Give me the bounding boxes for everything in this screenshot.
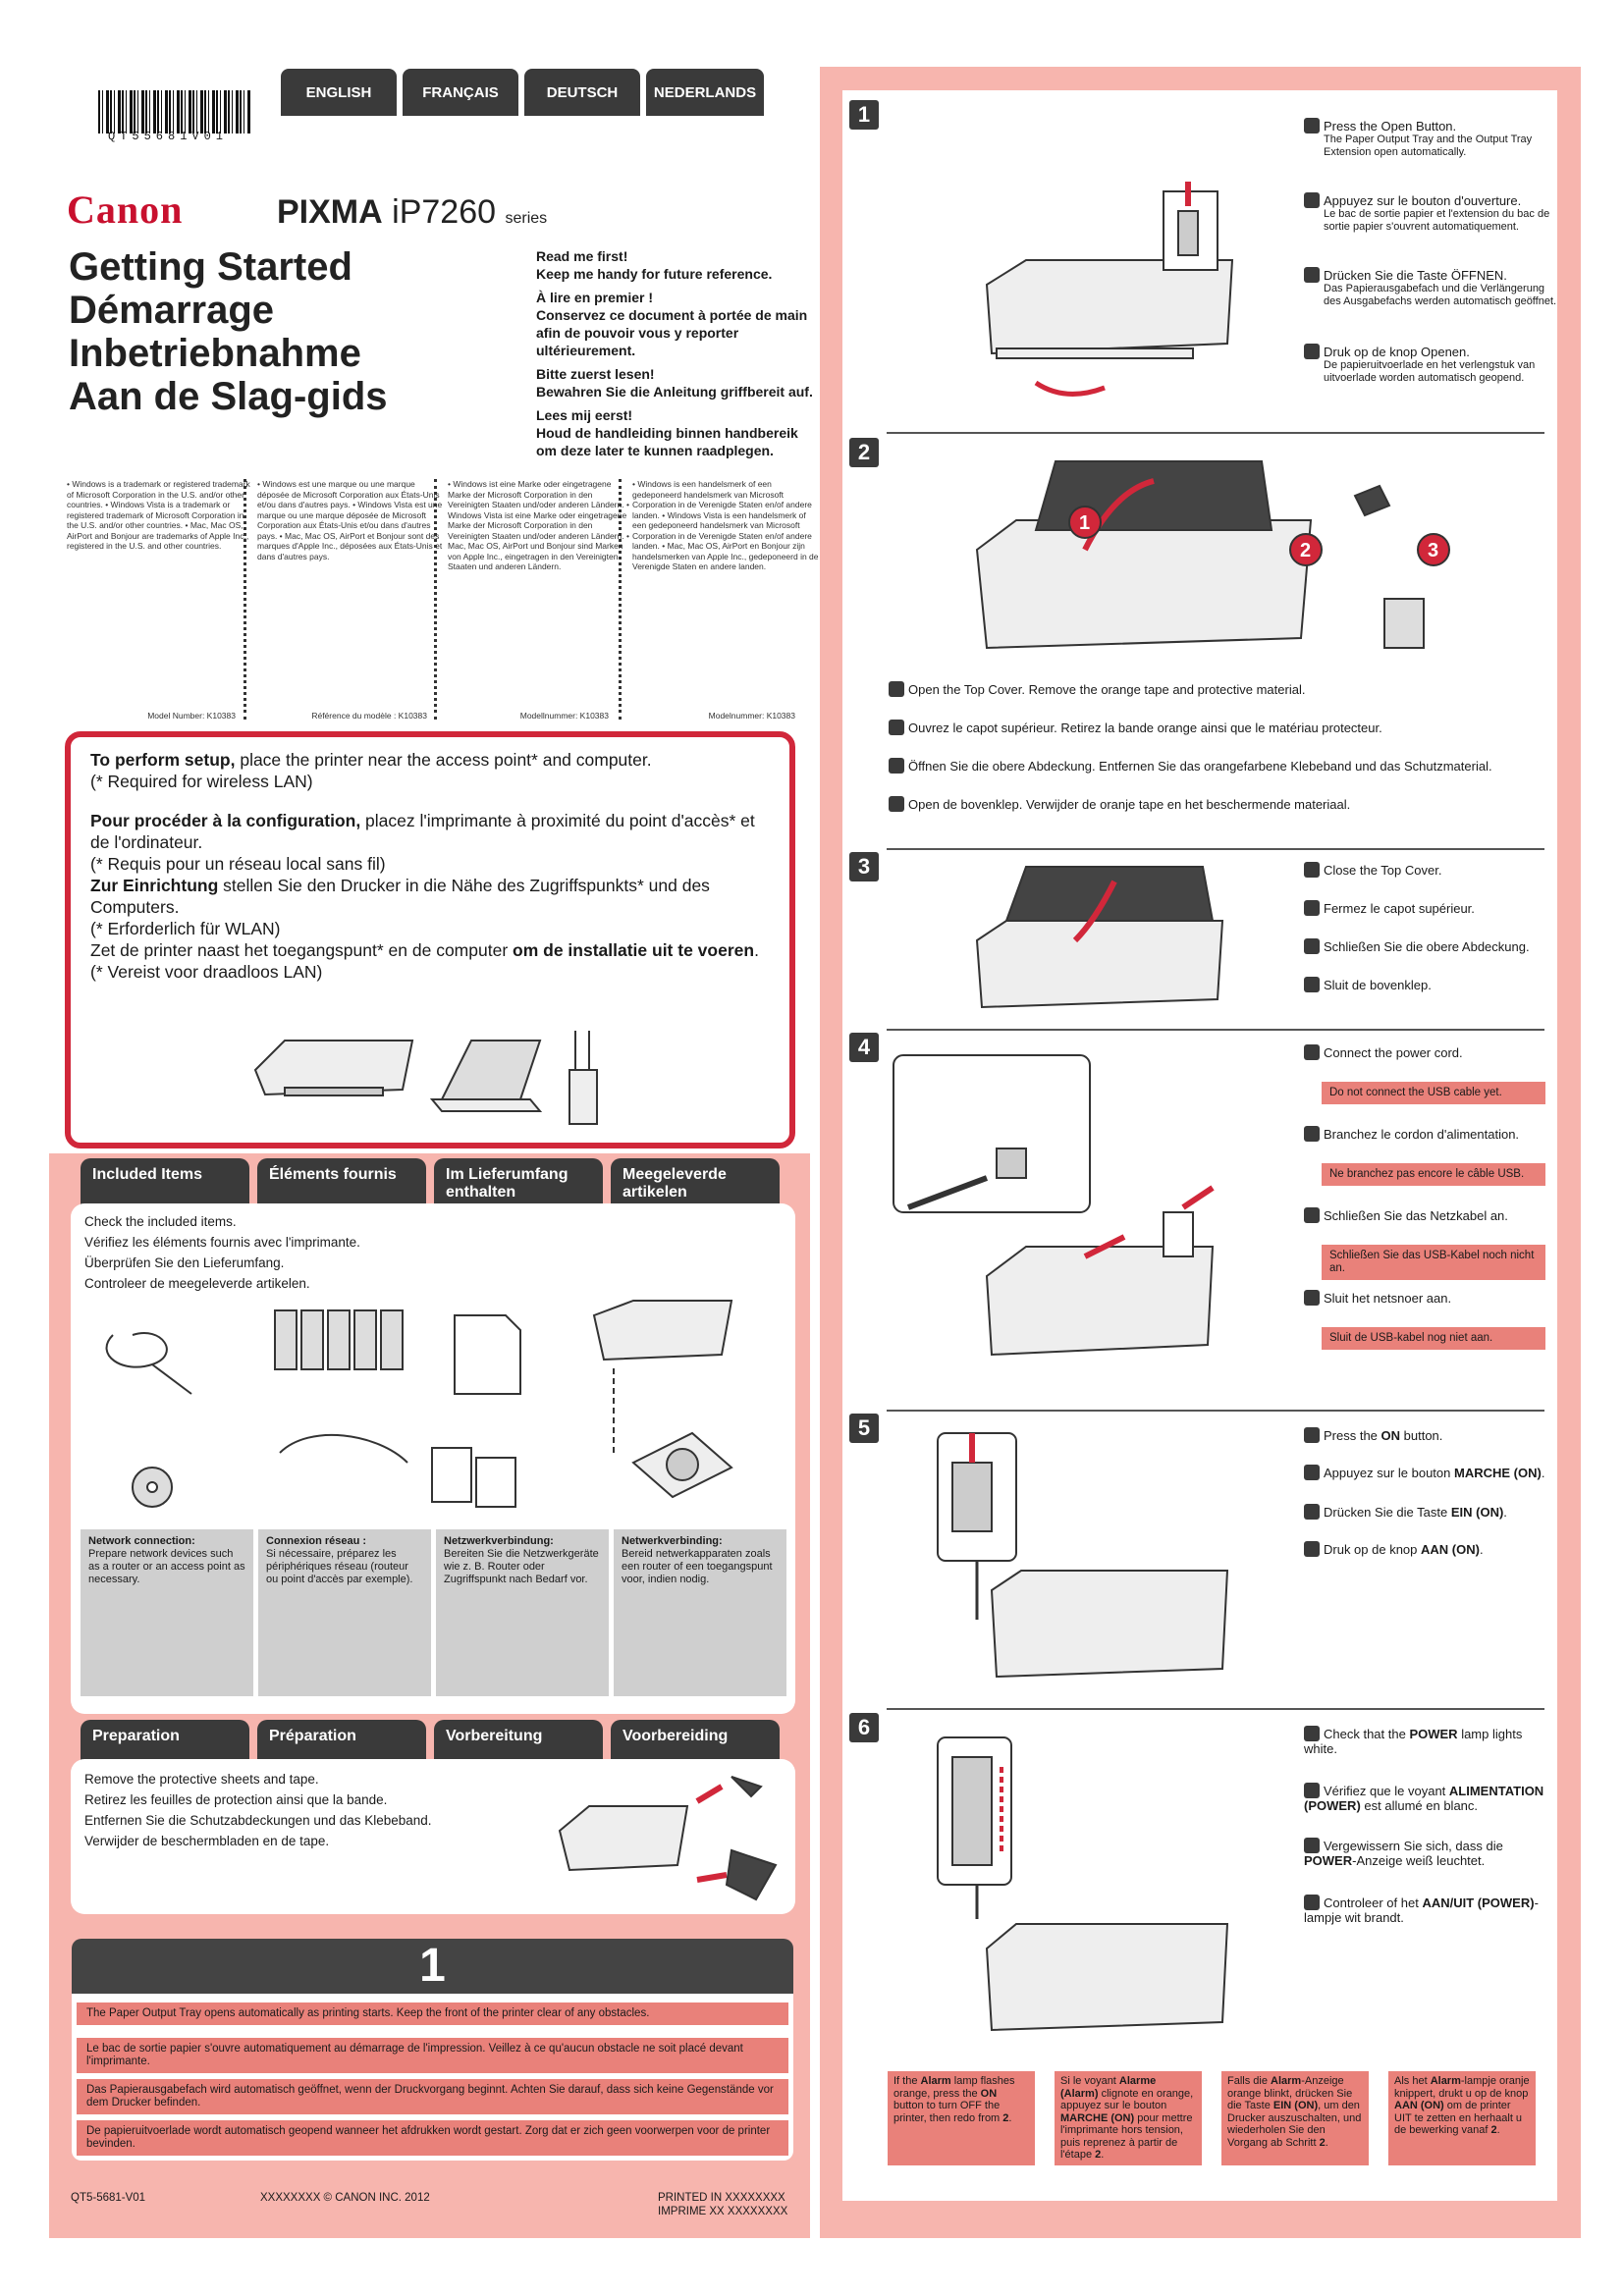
divider	[619, 479, 622, 720]
step-3-inst-en: Close the Top Cover.	[1304, 862, 1441, 878]
tab-lieferumfang: Im Lieferumfang enthalten	[434, 1158, 603, 1205]
step-number-3: 3	[849, 852, 879, 881]
barcode	[98, 90, 250, 133]
page-titles	[69, 245, 388, 418]
step-2-illustration	[967, 452, 1478, 667]
preparation-tabs	[81, 1720, 780, 1761]
step-note-en: The Paper Output Tray opens automatically as printing starts. Keep the front of the printer clear of any obstacles.	[77, 2002, 788, 2025]
tab-english[interactable]: ENGLISH	[281, 69, 397, 116]
step-3-inst-fr: Fermez le capot supérieur.	[1304, 900, 1475, 916]
model-number-de: Modellnummer: K10383	[519, 711, 609, 721]
step-note-fr: Le bac de sortie papier s'ouvre automatiquement au démarrage de l'impression. Veillez à ce qu'aucun obstacle ne soit placé devant l'imprimante.	[77, 2038, 788, 2073]
step-2-inst-nl: Open de bovenklep. Verwijder de oranje tape en het beschermende materiaal.	[889, 796, 1350, 812]
divider	[887, 432, 1544, 434]
tab-included-items: Included Items	[81, 1158, 249, 1205]
network-note-nl: Netwerkverbinding: Bereid netwerkapparaten zoals een router of een toegangspunt voor, indien nodig.	[614, 1529, 786, 1696]
title-fr: Démarrage	[69, 289, 275, 332]
step-4-illustration	[889, 1050, 1272, 1394]
step-1-header: 1	[72, 1939, 793, 1994]
step-note-nl: De papieruitvoerlade wordt automatisch geopend wanneer het afdrukken wordt gestart. Zorg dat er zich geen voorwerpen voor de printer bevinden.	[77, 2120, 788, 2156]
step-1-inst-de: Drücken Sie die Taste ÖFFNEN. Das Papierausgabefach und die Verlängerung des Ausgabefachs werden automatisch geöffnet.	[1304, 267, 1559, 307]
divider	[244, 479, 246, 720]
step-1-inst-nl: Druk op de knop Openen. De papieruitvoerlade en het verlengstuk van uitvoerlade worden automatisch geopend.	[1304, 344, 1559, 384]
tab-vorbereitung: Vorbereitung	[434, 1720, 603, 1761]
callout-2: 2	[1300, 540, 1312, 561]
step-4-inst-de: Schließen Sie das Netzkabel an.	[1304, 1207, 1508, 1223]
step-number-1: 1	[849, 100, 879, 130]
preparation-text: Remove the protective sheets and tape. Retirez les feuilles de protection ainsi que la bande. Entfernen Sie die Schutzabdeckungen und das Klebeband. Verwijder de beschermbladen en de tape.	[84, 1772, 432, 1848]
alarm-note-de: Falls die Alarm-Anzeige orange blinkt, drücken Sie die Taste EIN (ON), um den Drucker auszuschalten, und wiederholen Sie den Vorgang ab Schritt 2.	[1221, 2071, 1369, 2165]
step-5-illustration	[933, 1423, 1257, 1698]
step-1-inst-en: Press the Open Button. The Paper Output Tray and the Output Tray Extension open automatically.	[1304, 118, 1559, 158]
step-4-warning-de: Schließen Sie das USB-Kabel noch nicht an.	[1322, 1245, 1545, 1280]
divider	[434, 479, 437, 720]
model-number-nl: Modelnummer: K10383	[708, 711, 795, 721]
tab-elements-fournis: Éléments fournis	[257, 1158, 426, 1205]
step-3-illustration	[967, 862, 1252, 1029]
step-number-6: 6	[849, 1713, 879, 1742]
tab-deutsch[interactable]: DEUTSCH	[524, 69, 640, 116]
trademark-en: • Windows is a trademark or registered trademark of Microsoft Corporation in the U.S. and/or other countries. • Windows Vista is a trademark or registered trademark of Microsoft Corporation in the U.S. and/or other countries. • Mac, Mac OS, AirPort and Bonjour are trademarks of Apple Inc., registered in the U.S. and other countries.	[67, 479, 250, 551]
step-6-inst-fr: Vérifiez que le voyant ALIMENTATION (POWER) est allumé en blanc.	[1304, 1784, 1544, 1813]
preparation-illustration	[550, 1772, 785, 1909]
step-5-inst-fr: Appuyez sur le bouton MARCHE (ON).	[1304, 1465, 1549, 1480]
step-5-inst-nl: Druk op de knop AAN (ON).	[1304, 1541, 1549, 1557]
included-tabs	[81, 1158, 780, 1205]
model-number-en: Model Number: K10383	[147, 711, 236, 721]
trademark-nl: • Windows is een handelsmerk of een gedeponeerd handelsmerk van Microsoft Corporation in de Verenigde Staten en/of andere landen. • Windows Vista is een handelsmerk of een gedeponeerd handelsmerk van Microsoft Corporation in de Verenigde Staten en/of andere landen. • Mac, Mac OS, AirPort en Bonjour zijn handelsmerken van Apple Inc., gedeponeerd in de Verenigde Staten en andere landen.	[632, 479, 819, 571]
step-4-warning-nl: Sluit de USB-kabel nog niet aan.	[1322, 1327, 1545, 1350]
included-items-illustration	[83, 1296, 790, 1522]
model-name: PIXMA iP7260 series	[277, 193, 548, 231]
divider	[887, 1410, 1544, 1412]
network-note-de: Netzwerkverbindung: Bereiten Sie die Netzwerkgeräte wie z. B. Router oder Zugriffspunkt nach Bedarf vor.	[436, 1529, 609, 1696]
tab-preparation: Preparation	[81, 1720, 249, 1761]
read-me-first: Read me first! Keep me handy for future reference. À lire en premier ! Conservez ce document à portée de main afin de pouvoir vous y reporter ultérieurement. Bitte zuerst lesen! Bewahren Sie die Anleitung griffbereit auf. Lees mij eerst! Houd de handleiding binnen handbereik om deze later te kunnen raadplegen.	[536, 248, 813, 458]
step-5-inst-de: Drücken Sie die Taste EIN (ON).	[1304, 1504, 1549, 1520]
alarm-note-en: If the Alarm lamp flashes orange, press the ON button to turn OFF the printer, then redo from 2.	[888, 2071, 1035, 2165]
step-3-inst-nl: Sluit de bovenklep.	[1304, 977, 1432, 992]
step-1-inst-fr: Appuyez sur le bouton d'ouverture. Le bac de sortie papier et l'extension du bac de sortie papier s'ouvrent automatiquement.	[1304, 192, 1559, 233]
step-5-inst-en: Press the ON button.	[1304, 1427, 1549, 1443]
divider	[887, 1708, 1544, 1710]
step-number-2: 2	[849, 438, 879, 467]
callout-3: 3	[1428, 540, 1439, 561]
setup-illustration	[245, 1001, 638, 1129]
step-2-inst-en: Open the Top Cover. Remove the orange tape and protective material.	[889, 681, 1305, 697]
title-de: Inbetriebnahme	[69, 332, 361, 375]
title-en: Getting Started	[69, 245, 352, 289]
setup-notice: To perform setup, place the printer near the access point* and computer. (* Required for wireless LAN) Pour procéder à la configuration, placez l'imprimante à proximité du point d'accès* et de l'ordinateur. (* Requis pour un réseau local sans fil) Zur Einrichtung stellen Sie den Drucker in die Nähe des Zugriffspunkts* und des Computers. (* Erforderlich für WLAN) Zet de printer naast het toegangspunt* en de computer om de installatie uit te voeren. (* Vereist voor draadloos LAN)	[65, 731, 795, 1148]
footer-copyright: XXXXXXXX © CANON INC. 2012	[260, 2192, 430, 2204]
footer-printed: PRINTED IN XXXXXXXX IMPRIME XX XXXXXXXX	[658, 2192, 788, 2217]
step-2-inst-fr: Ouvrez le capot supérieur. Retirez la bande orange ainsi que le matériau protecteur.	[889, 720, 1382, 735]
network-note-fr: Connexion réseau : Si nécessaire, préparez les périphériques réseau (routeur ou point d'accès par exemple).	[258, 1529, 431, 1696]
trademark-de: • Windows ist eine Marke oder eingetragene Marke der Microsoft Corporation in den Vereinigten Staaten und/oder anderen Ländern. • Windows Vista ist eine Marke oder eingetragene Marke der Microsoft Corporation in den Vereinigten Staaten und/oder anderen Ländern. • Mac, Mac OS, AirPort und Bonjour sind Marken von Apple Inc., eingetragen in den Vereinigten Staaten und anderen Ländern.	[448, 479, 629, 571]
included-items-text: Check the included items. Vérifiez les éléments fournis avec l'imprimante. Überprüfen Sie den Lieferumfang. Controleer de meegeleverde artikelen.	[84, 1214, 360, 1291]
model-number-fr: Référence du modèle : K10383	[311, 711, 427, 721]
trademark-fr: • Windows est une marque ou une marque déposée de Microsoft Corporation aux États-Unis et/ou dans d'autres pays. • Windows Vista est une marque ou une marque déposée de Microsoft Corporation aux États-Unis et/ou dans d'autres pays. • Mac, Mac OS, AirPort et Bonjour sont des marques d'Apple Inc., déposées aux États-Unis et dans d'autres pays.	[257, 479, 443, 561]
network-note-en: Network connection: Prepare network devices such as a router or an access point as necessary.	[81, 1529, 253, 1696]
tab-francais[interactable]: FRANÇAIS	[403, 69, 518, 116]
canon-logo: Canon	[67, 187, 184, 232]
step-6-illustration	[933, 1728, 1257, 2052]
step-4-inst-fr: Branchez le cordon d'alimentation.	[1304, 1126, 1519, 1142]
step-4-warning-fr: Ne branchez pas encore le câble USB.	[1322, 1163, 1545, 1186]
step-4-inst-nl: Sluit het netsnoer aan.	[1304, 1290, 1451, 1306]
step-note-de: Das Papierausgabefach wird automatisch geöffnet, wenn der Druckvorgang beginnt. Achten Sie darauf, dass sich keine Gegenstände vor dem Drucker befinden.	[77, 2079, 788, 2114]
footer-code: QT5-5681-V01	[71, 2192, 146, 2204]
step-6-inst-en: Check that the POWER lamp lights white.	[1304, 1727, 1523, 1756]
step-6-inst-nl: Controleer of het AAN/UIT (POWER)-lampje wit brandt.	[1304, 1896, 1539, 1925]
divider	[887, 1029, 1544, 1031]
tab-nederlands[interactable]: NEDERLANDS	[646, 69, 764, 116]
barcode-text: QT55681V01	[108, 130, 229, 143]
step-2-inst-de: Öffnen Sie die obere Abdeckung. Entfernen Sie das orangefarbene Klebeband und das Schutzmaterial.	[889, 758, 1492, 774]
step-number-5: 5	[849, 1414, 879, 1443]
tab-preparation-fr: Préparation	[257, 1720, 426, 1761]
step-1-illustration	[967, 177, 1262, 422]
callout-1: 1	[1079, 512, 1091, 534]
title-nl: Aan de Slag-gids	[69, 375, 388, 418]
alarm-note-nl: Als het Alarm-lampje oranje knippert, drukt u op de knop AAN (ON) om de printer UIT te zetten en herhaalt u de bewerking vanaf 2.	[1388, 2071, 1536, 2165]
tab-meegeleverde: Meegeleverde artikelen	[611, 1158, 780, 1205]
step-3-inst-de: Schließen Sie die obere Abdeckung.	[1304, 938, 1530, 954]
alarm-note-fr: Si le voyant Alarme (Alarm) clignote en orange, appuyez sur le bouton MARCHE (ON) pour mettre l'imprimante hors tension, puis reprenez à partir de l'étape 2.	[1055, 2071, 1202, 2165]
step-6-inst-de: Vergewissern Sie sich, dass die POWER-Anzeige weiß leuchtet.	[1304, 1839, 1503, 1868]
divider	[887, 848, 1544, 850]
step-number-4: 4	[849, 1033, 879, 1062]
step-4-warning-en: Do not connect the USB cable yet.	[1322, 1082, 1545, 1104]
step-4-inst-en: Connect the power cord.	[1304, 1044, 1463, 1060]
tab-voorbereiding: Voorbereiding	[611, 1720, 780, 1761]
